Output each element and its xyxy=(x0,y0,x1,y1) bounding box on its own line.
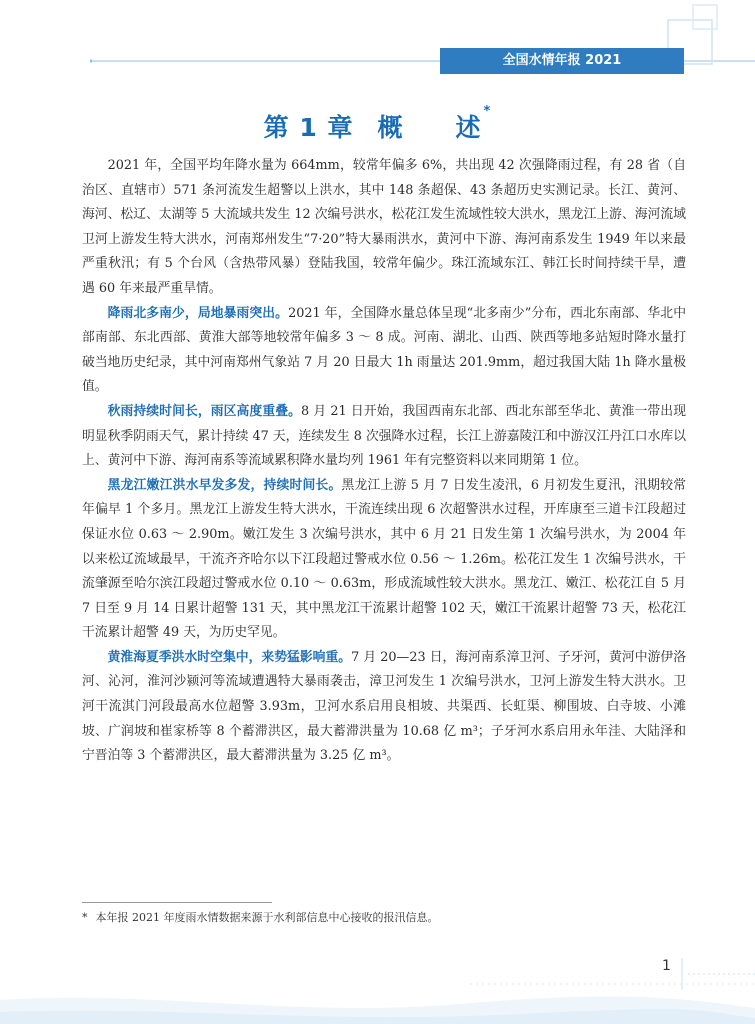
footnote xyxy=(82,910,686,926)
chapter-label: 第 1 章 xyxy=(263,113,354,142)
page-number: 1 xyxy=(662,958,671,974)
paragraph-text: 2021 年，全国降水量总体呈现“北多南少”分布，西北东南部、华北中部南部、东北西部、黄淮大部等地较常年偏多 3 ～ 8 成。河南、湖北、山西、陕西等地多站短时降水量打破当地历史纪录，其中河南郑州气象站 7 月 20 日最大 1h 雨量达 201.9mm，超过我国大陆 1h 降水量极值。 xyxy=(82,305,686,395)
footnote-text: 本年报 2021 年度雨水情数据来源于水利部信息中心接收的报汛信息。 xyxy=(95,911,439,924)
footnote-mark: * xyxy=(82,911,88,924)
paragraph xyxy=(82,302,686,400)
chapter-name: 概 述 xyxy=(377,113,482,142)
paragraph-lead: 降雨北多南少，局地暴雨突出。 xyxy=(107,305,289,321)
paragraph-lead: 秋雨持续时间长，雨区高度重叠。 xyxy=(107,403,302,419)
paragraph-lead: 黄淮海夏季洪水时空集中，来势猛影响重。 xyxy=(107,649,352,665)
footer-decoration xyxy=(0,940,755,1024)
paragraph xyxy=(82,400,686,474)
paragraph xyxy=(82,154,686,302)
paragraph xyxy=(82,474,686,646)
chapter-footnote-mark: * xyxy=(483,104,492,119)
paragraph-lead: 黑龙江嫩江洪水早发多发，持续时间长。 xyxy=(107,477,342,493)
paragraph-text: 8 月 21 日开始，我国西南东北部、西北东部至华北、黄淮一带出现明显秋季阴雨天气，累计持续 47 天，连续发生 8 次强降水过程，长江上游嘉陵江和中游汉江丹江口水库以上、黄河中下游、海河南系等流域累积降水量均列 1961 年有完整资料以来同期第 1 位。 xyxy=(82,403,686,469)
footnote-divider xyxy=(82,902,272,903)
paragraph-text: 2021 年，全国平均年降水量为 664mm，较常年偏多 6%，共出现 42 次强降雨过程，有 28 省（自治区、直辖市）571 条河流发生超警以上洪水，其中 148 条超保、43 条超历史实测记录。长江、黄河、海河、松辽、太湖等 5 大流域共发生 12 次编号洪水，松花江发生流域性较大洪水，黑龙江上游、海河流域卫河上游发生特大洪水，河南郑州发生“7·20”特大暴雨洪水，黄河中下游、海河南系发生 1949 年以来最严重秋汛；有 5 个台风（含热带风暴）登陆我国，较常年偏少。珠江流域东江、韩江长时间持续干旱，遭遇 60 年来最严重旱情。 xyxy=(82,158,686,296)
report-header-title: 全国水情年报 2021 xyxy=(440,48,684,74)
paragraph-text: 黑龙江上游 5 月 7 日发生凌汛，6 月初发生夏汛，汛期较常年偏早 1 个多月。黑龙江上游发生特大洪水，干流连续出现 6 次超警洪水过程，开库康至三道卡江段超过保证水位 0.63 ～ 2.90m。嫩江发生 3 次编号洪水，其中 6 月 21 日发生第 1 次编号洪水，为 2004 年以来松辽流域最早，干流齐齐哈尔以下江段超过警戒水位 0.56 ～ 1.26m。松花江发生 1 次编号洪水，干流肇源至哈尔滨江段超过警戒水位 0.10 ～ 0.63m，形成流域性较大洪水。黑龙江、嫩江、松花江自 5 月 7 日至 9 月 14 日累计超警 131 天，其中黑龙江干流累计超警 102 天，嫩江干流累计超警 73 天，松花江干流累计超警 49 天，为历史罕见。 xyxy=(82,477,687,641)
chapter-title xyxy=(0,104,755,144)
paragraph-text: 7 月 20—23 日，海河南系漳卫河、子牙河，黄河中游伊洛河、沁河，淮河沙颍河等流域遭遇特大暴雨袭击，漳卫河发生 1 次编号洪水，卫河上游发生特大洪水。卫河干流淇门河段最高水位超警 3.93m，卫河水系启用良相坡、共渠西、长虹渠、柳围坡、白寺坡、小滩坡、广润坡和崔家桥等 8 个蓄滞洪区，最大蓄滞洪量为 10.68 亿 m³；子牙河水系启用永年洼、大陆泽和宁晋泊等 3 个蓄滞洪区，最大蓄滞洪量为 3.25 亿 m³。 xyxy=(82,649,686,764)
paragraph xyxy=(82,646,686,769)
chapter-body xyxy=(82,154,686,769)
